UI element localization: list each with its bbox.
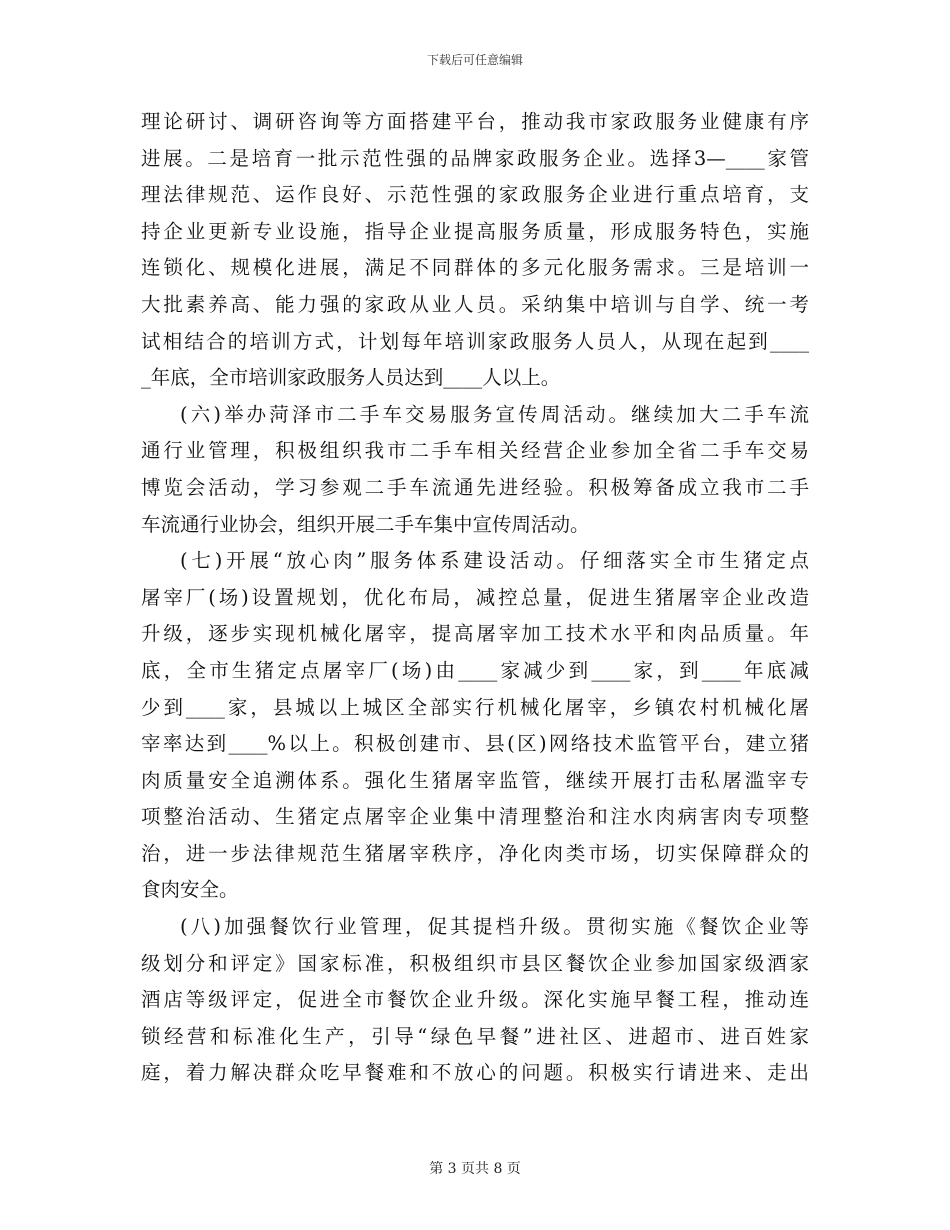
text-line: 项整治活动、生猪定点屠宰企业集中清理整治和注水肉病害肉专项整 bbox=[141, 805, 809, 829]
text-line: 理法律规范、运作良好、示范性强的家政服务企业进行重点培育，支 bbox=[141, 183, 809, 207]
document-body bbox=[141, 104, 809, 1092]
text-line: 连锁化、规模化进展，满足不同群体的多元化服务需求。三是培训一 bbox=[141, 256, 809, 280]
text-line: 大批素养高、能力强的家政从业人员。采纳集中培训与自学、统一考 bbox=[141, 292, 809, 316]
text-line: (七)开展“放心肉”服务体系建设活动。仔细落实全市生猪定点 bbox=[180, 549, 809, 573]
text-line: 宰率达到____%以上。积极创建市、县(区)网络技术监管平台，建立猪 bbox=[141, 732, 809, 756]
text-line: 博览会活动，学习参观二手车流通先进经验。积极筹备成立我市二手 bbox=[141, 475, 809, 499]
text-line: (六)举办菏泽市二手车交易服务宣传周活动。继续加大二手车流 bbox=[180, 402, 809, 426]
text-line: 锁经营和标准化生产，引导“绿色早餐”进社区、进超市、进百姓家 bbox=[141, 1024, 809, 1048]
text-line: 治，进一步法律规范生猪屠宰秩序，净化肉类市场，切实保障群众的 bbox=[141, 841, 809, 865]
text-line: 持企业更新专业设施，指导企业提高服务质量，形成服务特色，实施 bbox=[141, 219, 809, 243]
text-line: 庭，着力解决群众吃早餐难和不放心的问题。积极实行请进来、走出 bbox=[141, 1061, 809, 1085]
text-line: _年底，全市培训家政服务人员达到____人以上。 bbox=[141, 366, 561, 390]
text-line: 车流通行业协会，组织开展二手车集中宣传周活动。 bbox=[141, 512, 590, 536]
text-line: 酒店等级评定，促进全市餐饮企业升级。深化实施早餐工程，推动连 bbox=[141, 988, 809, 1012]
text-line: (八)加强餐饮行业管理，促其提档升级。贯彻实施《餐饮企业等 bbox=[180, 915, 809, 939]
text-line: 屠宰厂(场)设置规划，优化布局，减控总量，促进生猪屠宰企业改造 bbox=[141, 585, 809, 609]
text-line: 肉质量安全追溯体系。强化生猪屠宰监管，继续开展打击私屠滥宰专 bbox=[141, 768, 809, 792]
text-line: 级划分和评定》国家标准，积极组织市县区餐饮企业参加国家级酒家 bbox=[141, 951, 809, 975]
text-line: 进展。二是培育一批示范性强的品牌家政服务企业。选择3—____家管 bbox=[141, 146, 809, 170]
text-line: 食肉安全。 bbox=[141, 878, 239, 902]
page-footer: 第 3 页共 8 页 bbox=[429, 1161, 521, 1177]
text-line: 少到____家，县城以上城区全部实行机械化屠宰，乡镇农村机械化屠 bbox=[141, 695, 809, 719]
text-line: 升级，逐步实现机械化屠宰，提高屠宰加工技术水平和肉品质量。年 bbox=[141, 622, 809, 646]
page-header: 下载后可任意编辑 bbox=[426, 53, 523, 67]
text-line: 试相结合的培训方式，计划每年培训家政服务人员人，从现在起到____ bbox=[141, 329, 809, 353]
text-line: 通行业管理，积极组织我市二手车相关经营企业参加全省二手车交易 bbox=[141, 439, 809, 463]
text-line: 底，全市生猪定点屠宰厂(场)由____家减少到____家，到____年底减 bbox=[141, 658, 809, 682]
text-line: 理论研讨、调研咨询等方面搭建平台，推动我市家政服务业健康有序 bbox=[141, 110, 809, 133]
